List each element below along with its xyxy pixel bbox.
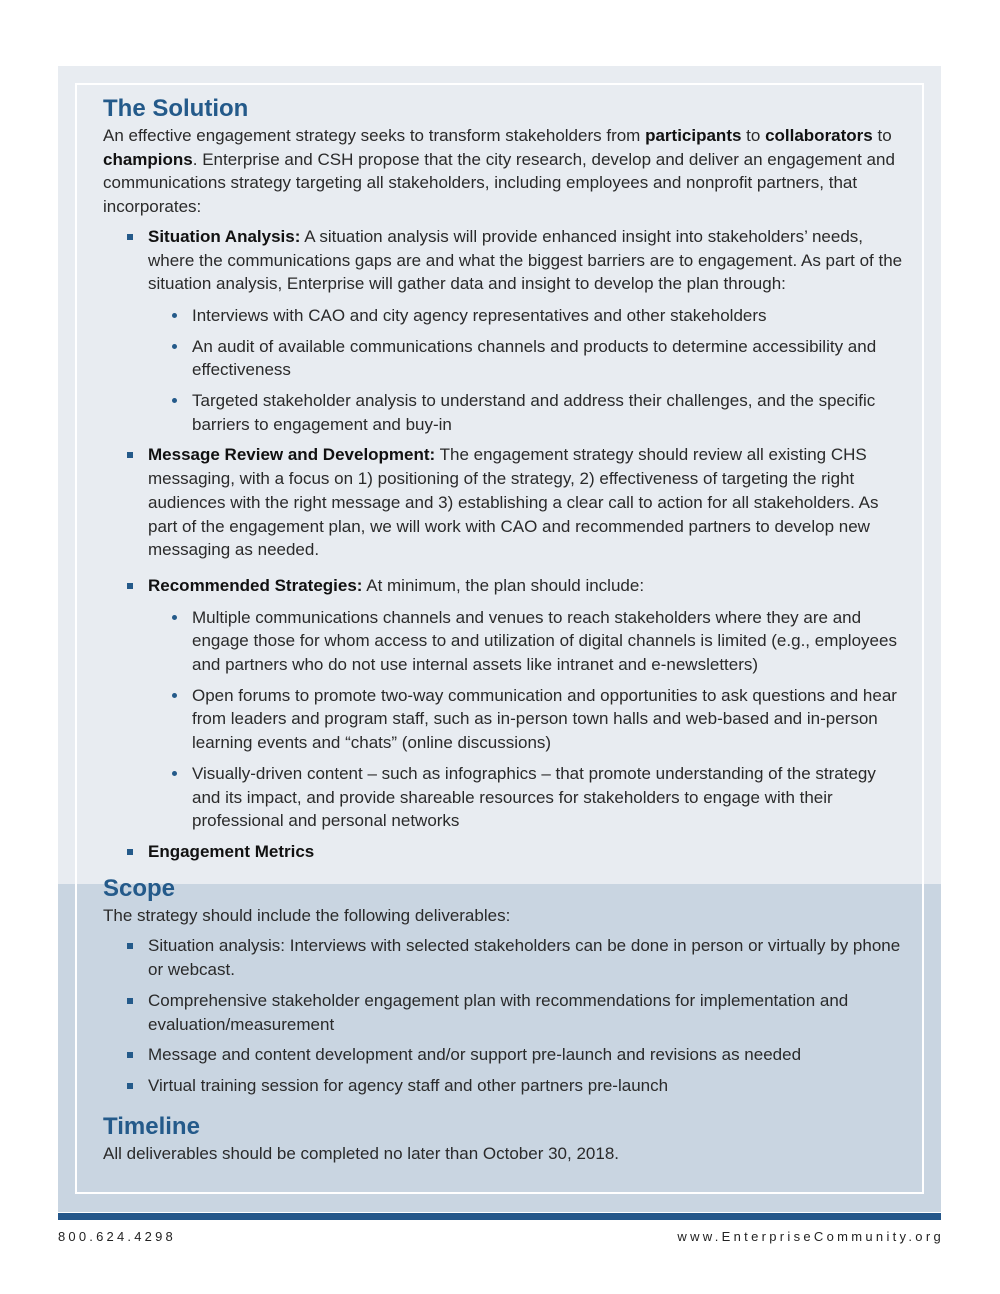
timeline-heading: Timeline [103,1112,200,1140]
sub-list-item: Multiple communications channels and venues to reach stakeholders where they are and engage those for whom access to and utilization of digital channels is limited (e.g., employees and partners who do not use internal assets like intranet and e-newsletters) [192,606,903,677]
item-text: A situation analysis will provide enhanced insight into stakeholders’ needs, where the communications gaps are and what the biggest barriers are to engagement. As part of the situation analysis, Enterprise will gather data and insight to develop the plan through: [148,226,903,294]
footer-phone: 800.624.4298 [58,1229,176,1244]
sub-list [148,598,903,833]
scope-section [103,874,903,1098]
footer-website[interactable]: www.EnterpriseCommunity.org [677,1229,944,1244]
scope-intro: The strategy should include the following deliverables: [103,905,511,925]
list-item-engagement-metrics [148,840,903,864]
scope-item: Situation analysis: Interviews with selected stakeholders can be done in person or virtually by phone or webcast. [148,934,903,981]
item-text: At minimum, the plan should include: [362,575,645,595]
intro-bold: champions [103,149,193,169]
timeline-section [103,1112,903,1166]
intro-bold: participants [645,126,742,145]
solution-heading: The Solution [103,95,249,122]
solution-section [103,94,903,864]
solution-intro [103,124,903,219]
scope-item: Message and content development and/or support pre-launch and revisions as needed [148,1043,903,1067]
timeline-text: All deliverables should be completed no later than October 30, 2018. [103,1143,619,1163]
solution-list [103,225,903,864]
document-content [103,94,903,1165]
intro-text: An effective engagement strategy seeks to transform stakeholders from [103,126,646,145]
sub-list-item: Visually-driven content – such as infographics – that promote understanding of the strategy and its impact, and provide shareable resources for stakeholders to engage with their professional and personal networks [192,762,903,833]
intro-text: to [741,126,766,145]
item-text: The engagement strategy should review all existing CHS messaging, with a focus on 1) positioning of the strategy, 2) effectiveness of targeting the right audiences with the right message and 3) establishing a clear call to action for all stakeholders. As part of the engagement plan, we will work with CAO and recommended partners to develop new messaging as needed. [148,445,879,560]
item-label: Message Review and Development: [148,445,436,465]
footer-divider [58,1213,941,1220]
item-label: Situation Analysis: [148,226,301,246]
sub-list-item: Open forums to promote two-way communication and opportunities to ask questions and hear from leaders and program staff, such as in-person town halls and web-based and in-person learning events and “chats” (online discussions) [192,684,903,755]
intro-text: to [872,126,892,145]
list-item-message-review [148,443,903,562]
scope-heading: Scope [103,874,176,902]
list-item-recommended-strategies [148,574,903,833]
sub-list [148,296,903,437]
item-label: Engagement Metrics [148,841,315,861]
item-label: Recommended Strategies: [148,575,363,595]
sub-list-item: An audit of available communications channels and products to determine accessibility and effectiveness [192,335,903,382]
scope-list [103,934,903,1097]
scope-item: Comprehensive stakeholder engagement plan with recommendations for implementation and evaluation/measurement [148,989,903,1036]
list-item-situation-analysis [148,225,903,437]
sub-list-item: Targeted stakeholder analysis to understand and address their challenges, and the specific barriers to engagement and buy-in [192,389,903,436]
scope-item: Virtual training session for agency staff and other partners pre-launch [148,1074,903,1098]
sub-list-item: Interviews with CAO and city agency representatives and other stakeholders [192,304,903,328]
intro-text: . Enterprise and CSH propose that the city research, develop and deliver an engagement and communications strategy targeting all stakeholders, including employees and nonprofit partners, that incorporates: [103,149,895,217]
intro-bold: collaborators [765,126,873,145]
